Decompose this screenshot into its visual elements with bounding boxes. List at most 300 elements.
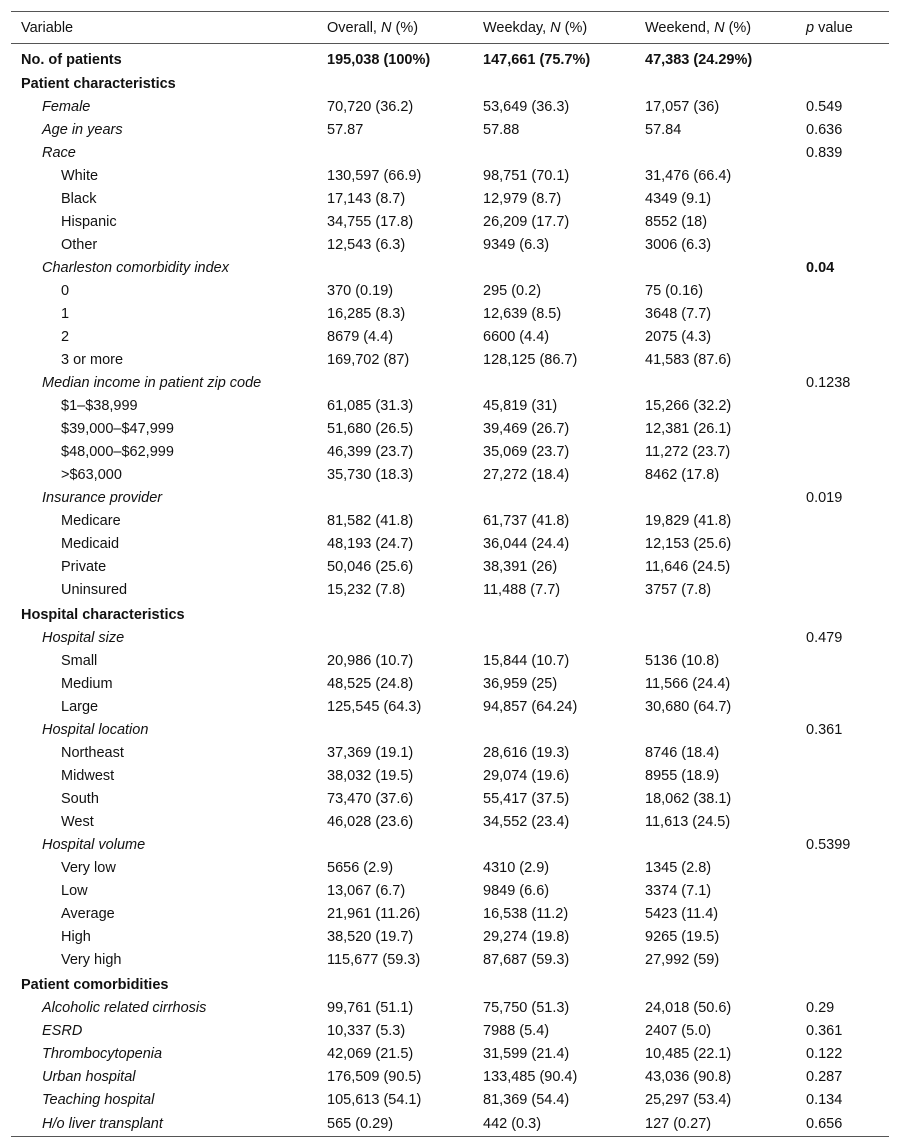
overall-cell: [317, 141, 473, 164]
overall-cell: 38,032 (19.5): [327, 767, 414, 784]
category-row: [11, 210, 889, 233]
p-value-cell: [796, 302, 889, 325]
weekend-cell: 75 (0.16): [645, 282, 704, 299]
weekend-cell: [635, 718, 796, 741]
category-row: [11, 509, 889, 532]
variable-row: [11, 1065, 889, 1088]
overall-cell: [317, 371, 473, 394]
weekday-cell: 16,538 (11.2): [483, 905, 569, 922]
p-value-cell: 0.549: [806, 98, 843, 115]
category-row: [11, 948, 889, 971]
row-label: High: [61, 928, 91, 945]
row-label: Teaching hospital: [42, 1091, 155, 1108]
weekday-cell: [473, 718, 635, 741]
header-weekend-n: N: [714, 19, 725, 36]
weekend-cell: [635, 256, 796, 279]
variable-row: [11, 486, 889, 509]
weekend-cell: 17,057 (36): [645, 98, 720, 115]
row-label: Northeast: [61, 744, 124, 761]
category-row: [11, 187, 889, 210]
p-value-cell: [796, 348, 889, 371]
category-row: [11, 925, 889, 948]
overall-cell: [317, 971, 473, 996]
weekday-cell: 12,979 (8.7): [483, 190, 562, 207]
p-value-cell: [796, 856, 889, 879]
header-weekday-n: N: [550, 19, 561, 36]
row-label: H/o liver transplant: [11, 1111, 317, 1137]
row-label: Hospital volume: [42, 836, 146, 853]
section-row: [11, 44, 889, 73]
p-value-cell: [796, 879, 889, 902]
p-value-cell: [796, 741, 889, 764]
overall-cell: 10,337 (5.3): [327, 1022, 406, 1039]
row-label: Alcoholic related cirrhosis: [42, 999, 207, 1016]
p-value-cell: 0.1238: [806, 374, 851, 391]
weekend-cell: 3648 (7.7): [645, 305, 712, 322]
header-p-text: value: [814, 19, 853, 36]
section-row: [11, 72, 889, 95]
weekday-cell: [473, 141, 635, 164]
p-value-cell: [796, 532, 889, 555]
category-row: [11, 394, 889, 417]
category-row: [11, 741, 889, 764]
overall-cell: 57.87: [327, 121, 364, 138]
category-row: [11, 787, 889, 810]
variable-row: [11, 141, 889, 164]
overall-cell: 370 (0.19): [327, 282, 394, 299]
row-label: Insurance provider: [42, 489, 163, 506]
row-label: Large: [61, 698, 99, 715]
category-row: [11, 532, 889, 555]
p-value-cell: 0.29: [806, 999, 835, 1016]
category-row: [11, 440, 889, 463]
weekend-cell: [635, 486, 796, 509]
row-label: Charleston comorbidity index: [42, 259, 229, 276]
p-value-cell: [796, 695, 889, 718]
p-value-cell: 0.656: [796, 1111, 889, 1137]
header-weekend: [635, 12, 796, 44]
overall-cell: 48,525 (24.8): [327, 675, 414, 692]
p-value-cell: 0.019: [806, 489, 843, 506]
row-label: Urban hospital: [42, 1068, 136, 1085]
weekend-cell: [635, 601, 796, 626]
weekday-cell: 9849 (6.6): [483, 882, 550, 899]
weekday-cell: 87,687 (59.3): [483, 951, 570, 968]
row-label: Medicaid: [61, 535, 120, 552]
category-row: [11, 649, 889, 672]
row-label: 3 or more: [61, 351, 124, 368]
p-value-cell: 0.361: [806, 721, 843, 738]
header-overall-text: Overall,: [327, 19, 377, 36]
row-label: Hospital location: [42, 721, 149, 738]
row-label: No. of patients: [21, 51, 122, 68]
p-value-cell: 0.361: [806, 1022, 843, 1039]
table-container: [11, 11, 889, 1137]
p-value-cell: [796, 787, 889, 810]
category-row: [11, 325, 889, 348]
weekend-cell: 30,680 (64.7): [645, 698, 732, 715]
category-row: [11, 233, 889, 256]
overall-cell: 34,755 (17.8): [327, 213, 414, 230]
weekday-cell: 442 (0.3): [473, 1111, 635, 1137]
p-value-cell: [796, 210, 889, 233]
weekday-cell: [473, 971, 635, 996]
p-value-cell: 0.04: [806, 259, 835, 276]
row-label: Other: [61, 236, 98, 253]
p-value-cell: 0.122: [806, 1045, 843, 1062]
weekend-cell: [635, 72, 796, 95]
header-row: [11, 12, 889, 44]
p-value-cell: 0.5399: [806, 836, 851, 853]
weekend-cell: [635, 141, 796, 164]
weekday-cell: 27,272 (18.4): [483, 466, 570, 483]
section-row: [11, 601, 889, 626]
weekend-cell: [635, 371, 796, 394]
weekend-cell: 27,992 (59): [645, 951, 720, 968]
weekend-cell: 24,018 (50.6): [645, 999, 732, 1016]
weekday-cell: 98,751 (70.1): [483, 167, 570, 184]
weekend-cell: 9265 (19.5): [645, 928, 720, 945]
overall-cell: [317, 626, 473, 649]
overall-cell: 8679 (4.4): [327, 328, 394, 345]
p-value-cell: [796, 44, 889, 73]
row-label: Race: [42, 144, 76, 161]
weekend-cell: 11,272 (23.7): [645, 443, 731, 460]
overall-cell: [317, 601, 473, 626]
category-row: [11, 555, 889, 578]
row-label: Private: [61, 558, 107, 575]
p-value-cell: [796, 649, 889, 672]
p-value-cell: 0.287: [806, 1068, 843, 1085]
weekday-cell: 36,959 (25): [483, 675, 558, 692]
row-label: $48,000–$62,999: [61, 443, 174, 460]
row-label: Median income in patient zip code: [42, 374, 262, 391]
variable-row: [11, 1042, 889, 1065]
p-value-cell: [796, 417, 889, 440]
header-weekday: [473, 12, 635, 44]
weekend-cell: 41,583 (87.6): [645, 351, 732, 368]
weekend-cell: [635, 626, 796, 649]
table-body: [11, 44, 889, 1137]
weekend-cell: 10,485 (22.1): [645, 1045, 732, 1062]
weekday-cell: 29,274 (19.8): [483, 928, 570, 945]
p-value-cell: 0.134: [806, 1091, 843, 1108]
data-table: [11, 11, 889, 1137]
overall-cell: 125,545 (64.3): [327, 698, 422, 715]
weekend-cell: 8746 (18.4): [645, 744, 720, 761]
header-weekend-pct: (%): [724, 19, 752, 36]
category-row: [11, 463, 889, 486]
row-label: White: [61, 167, 99, 184]
overall-cell: 46,028 (23.6): [327, 813, 414, 830]
weekday-cell: 11,488 (7.7): [483, 581, 561, 598]
weekend-cell: 19,829 (41.8): [645, 512, 732, 529]
overall-cell: 13,067 (6.7): [327, 882, 406, 899]
weekend-cell: 3757 (7.8): [645, 581, 712, 598]
variable-row: [11, 833, 889, 856]
overall-cell: [317, 256, 473, 279]
table-header: [11, 12, 889, 44]
weekday-cell: 57.88: [483, 121, 520, 138]
weekend-cell: 15,266 (32.2): [645, 397, 732, 414]
weekend-cell: 1345 (2.8): [645, 859, 712, 876]
row-label: South: [61, 790, 99, 807]
header-variable: [11, 12, 317, 44]
p-value-cell: [796, 578, 889, 601]
overall-cell: 50,046 (25.6): [327, 558, 414, 575]
weekday-cell: 28,616 (19.3): [483, 744, 570, 761]
p-value-cell: [796, 810, 889, 833]
overall-cell: 195,038 (100%): [327, 51, 431, 68]
row-label: Very low: [61, 859, 116, 876]
p-value-cell: [796, 764, 889, 787]
weekday-cell: 133,485 (90.4): [483, 1068, 578, 1085]
weekend-cell: 8552 (18): [645, 213, 708, 230]
p-value-cell: [796, 72, 889, 95]
p-value-cell: [796, 601, 889, 626]
p-value-cell: 0.636: [806, 121, 843, 138]
variable-row: [11, 118, 889, 141]
category-row: [11, 764, 889, 787]
weekday-cell: 4310 (2.9): [483, 859, 550, 876]
weekend-cell: 43,036 (90.8): [645, 1068, 732, 1085]
row-label: Very high: [61, 951, 122, 968]
category-row: [11, 578, 889, 601]
p-value-cell: [796, 902, 889, 925]
section-row: [11, 971, 889, 996]
row-label: 1: [61, 305, 70, 322]
row-label: Black: [61, 190, 97, 207]
header-weekday-text: Weekday,: [483, 19, 547, 36]
overall-cell: [317, 833, 473, 856]
row-label: Medium: [61, 675, 113, 692]
weekday-cell: 15,844 (10.7): [483, 652, 570, 669]
weekday-cell: [473, 256, 635, 279]
weekday-cell: 34,552 (23.4): [483, 813, 570, 830]
p-value-cell: [796, 394, 889, 417]
weekday-cell: [473, 601, 635, 626]
weekend-cell: 8462 (17.8): [645, 466, 720, 483]
overall-cell: 42,069 (21.5): [327, 1045, 414, 1062]
weekday-cell: [473, 371, 635, 394]
overall-cell: 21,961 (11.26): [327, 905, 421, 922]
p-value-cell: [796, 463, 889, 486]
row-label: Average: [61, 905, 115, 922]
row-label: Hispanic: [61, 213, 117, 230]
weekday-cell: 295 (0.2): [483, 282, 542, 299]
overall-cell: [317, 486, 473, 509]
weekday-cell: 61,737 (41.8): [483, 512, 570, 529]
weekend-cell: 5423 (11.4): [645, 905, 719, 922]
row-label: Small: [61, 652, 98, 669]
weekend-cell: 12,153 (25.6): [645, 535, 732, 552]
variable-row: [11, 1019, 889, 1042]
row-label: Midwest: [61, 767, 115, 784]
row-label: Female: [42, 98, 91, 115]
header-p-italic: p: [806, 19, 815, 36]
row-label: ESRD: [42, 1022, 83, 1039]
overall-cell: 565 (0.29): [317, 1111, 473, 1137]
category-row: [11, 672, 889, 695]
category-row: [11, 902, 889, 925]
weekday-cell: 12,639 (8.5): [483, 305, 562, 322]
weekday-cell: 94,857 (64.24): [483, 698, 578, 715]
overall-cell: 16,285 (8.3): [327, 305, 406, 322]
row-label: West: [61, 813, 94, 830]
row-label: Patient characteristics: [21, 75, 176, 92]
row-label: $39,000–$47,999: [61, 420, 174, 437]
variable-row: [11, 1088, 889, 1111]
weekend-cell: 8955 (18.9): [645, 767, 720, 784]
overall-cell: 17,143 (8.7): [327, 190, 406, 207]
overall-cell: [317, 718, 473, 741]
category-row: [11, 302, 889, 325]
p-value-cell: [796, 279, 889, 302]
weekday-cell: 6600 (4.4): [483, 328, 550, 345]
weekend-cell: 3006 (6.3): [645, 236, 712, 253]
category-row: [11, 279, 889, 302]
row-label: 2: [61, 328, 70, 345]
row-label: >$63,000: [61, 466, 122, 483]
p-value-cell: [796, 187, 889, 210]
weekend-cell: 12,381 (26.1): [645, 420, 732, 437]
weekday-cell: 29,074 (19.6): [483, 767, 570, 784]
weekday-cell: 36,044 (24.4): [483, 535, 570, 552]
weekend-cell: 25,297 (53.4): [645, 1091, 732, 1108]
weekend-cell: [635, 971, 796, 996]
overall-cell: 61,085 (31.3): [327, 397, 414, 414]
weekday-cell: 35,069 (23.7): [483, 443, 570, 460]
weekday-cell: 55,417 (37.5): [483, 790, 570, 807]
overall-cell: 115,677 (59.3): [327, 951, 421, 968]
overall-cell: 5656 (2.9): [327, 859, 394, 876]
weekday-cell: [473, 626, 635, 649]
weekend-cell: 11,566 (24.4): [645, 675, 731, 692]
row-label: Low: [61, 882, 88, 899]
weekday-cell: [473, 833, 635, 856]
weekday-cell: 26,209 (17.7): [483, 213, 570, 230]
header-overall-n: N: [381, 19, 392, 36]
p-value-cell: [796, 925, 889, 948]
variable-row: [11, 95, 889, 118]
row-label: Patient comorbidities: [21, 976, 169, 993]
overall-cell: [317, 72, 473, 95]
p-value-cell: [796, 164, 889, 187]
variable-row: [11, 626, 889, 649]
variable-row: [11, 1111, 889, 1137]
weekday-cell: 128,125 (86.7): [483, 351, 578, 368]
header-p-value: [796, 12, 889, 44]
weekend-cell: 4349 (9.1): [645, 190, 712, 207]
overall-cell: 70,720 (36.2): [327, 98, 414, 115]
p-value-cell: 0.479: [806, 629, 843, 646]
weekday-cell: [473, 486, 635, 509]
variable-row: [11, 996, 889, 1019]
weekday-cell: 45,819 (31): [483, 397, 558, 414]
weekend-cell: 11,613 (24.5): [645, 813, 731, 830]
p-value-cell: 0.839: [806, 144, 843, 161]
overall-cell: 105,613 (54.1): [327, 1091, 422, 1108]
row-label: Thrombocytopenia: [42, 1045, 163, 1062]
weekend-cell: [635, 833, 796, 856]
p-value-cell: [796, 509, 889, 532]
header-weekend-text: Weekend,: [645, 19, 711, 36]
row-label: 0: [61, 282, 70, 299]
weekday-cell: 9349 (6.3): [483, 236, 550, 253]
weekend-cell: 11,646 (24.5): [645, 558, 731, 575]
p-value-cell: [796, 971, 889, 996]
overall-cell: 81,582 (41.8): [327, 512, 414, 529]
weekday-cell: 39,469 (26.7): [483, 420, 570, 437]
category-row: [11, 417, 889, 440]
weekend-cell: 2075 (4.3): [645, 328, 712, 345]
variable-row: [11, 371, 889, 394]
p-value-cell: [796, 325, 889, 348]
overall-cell: 46,399 (23.7): [327, 443, 414, 460]
category-row: [11, 810, 889, 833]
row-label: $1–$38,999: [61, 397, 138, 414]
weekday-cell: 75,750 (51.3): [483, 999, 570, 1016]
weekday-cell: 147,661 (75.7%): [483, 51, 591, 68]
weekend-cell: 18,062 (38.1): [645, 790, 732, 807]
row-label: Uninsured: [61, 581, 128, 598]
row-label: Hospital characteristics: [21, 606, 185, 623]
category-row: [11, 348, 889, 371]
row-label: Age in years: [42, 121, 123, 138]
category-row: [11, 879, 889, 902]
overall-cell: 48,193 (24.7): [327, 535, 414, 552]
weekend-cell: 31,476 (66.4): [645, 167, 732, 184]
weekday-cell: [473, 72, 635, 95]
overall-cell: 35,730 (18.3): [327, 466, 414, 483]
variable-row: [11, 718, 889, 741]
weekday-cell: 53,649 (36.3): [483, 98, 570, 115]
overall-cell: 99,761 (51.1): [327, 999, 414, 1016]
category-row: [11, 856, 889, 879]
overall-cell: 37,369 (19.1): [327, 744, 414, 761]
weekend-cell: 57.84: [645, 121, 682, 138]
header-overall-pct: (%): [391, 19, 419, 36]
weekday-cell: 38,391 (26): [483, 558, 558, 575]
weekend-cell: 5136 (10.8): [645, 652, 720, 669]
overall-cell: 51,680 (26.5): [327, 420, 414, 437]
weekend-cell: 47,383 (24.29%): [645, 51, 753, 68]
category-row: [11, 695, 889, 718]
overall-cell: 15,232 (7.8): [327, 581, 406, 598]
p-value-cell: [796, 555, 889, 578]
p-value-cell: [796, 948, 889, 971]
overall-cell: 38,520 (19.7): [327, 928, 414, 945]
p-value-cell: [796, 233, 889, 256]
overall-cell: 73,470 (37.6): [327, 790, 414, 807]
variable-row: [11, 256, 889, 279]
overall-cell: 169,702 (87): [327, 351, 410, 368]
overall-cell: 130,597 (66.9): [327, 167, 422, 184]
p-value-cell: [796, 672, 889, 695]
weekday-cell: 81,369 (54.4): [483, 1091, 570, 1108]
weekend-cell: 2407 (5.0): [645, 1022, 712, 1039]
weekday-cell: 7988 (5.4): [483, 1022, 550, 1039]
weekend-cell: 3374 (7.1): [645, 882, 712, 899]
weekend-cell: 127 (0.27): [635, 1111, 796, 1137]
overall-cell: 20,986 (10.7): [327, 652, 414, 669]
header-weekday-pct: (%): [560, 19, 588, 36]
category-row: [11, 164, 889, 187]
overall-cell: 176,509 (90.5): [327, 1068, 422, 1085]
p-value-cell: [796, 440, 889, 463]
overall-cell: 12,543 (6.3): [327, 236, 406, 253]
weekday-cell: 31,599 (21.4): [483, 1045, 570, 1062]
